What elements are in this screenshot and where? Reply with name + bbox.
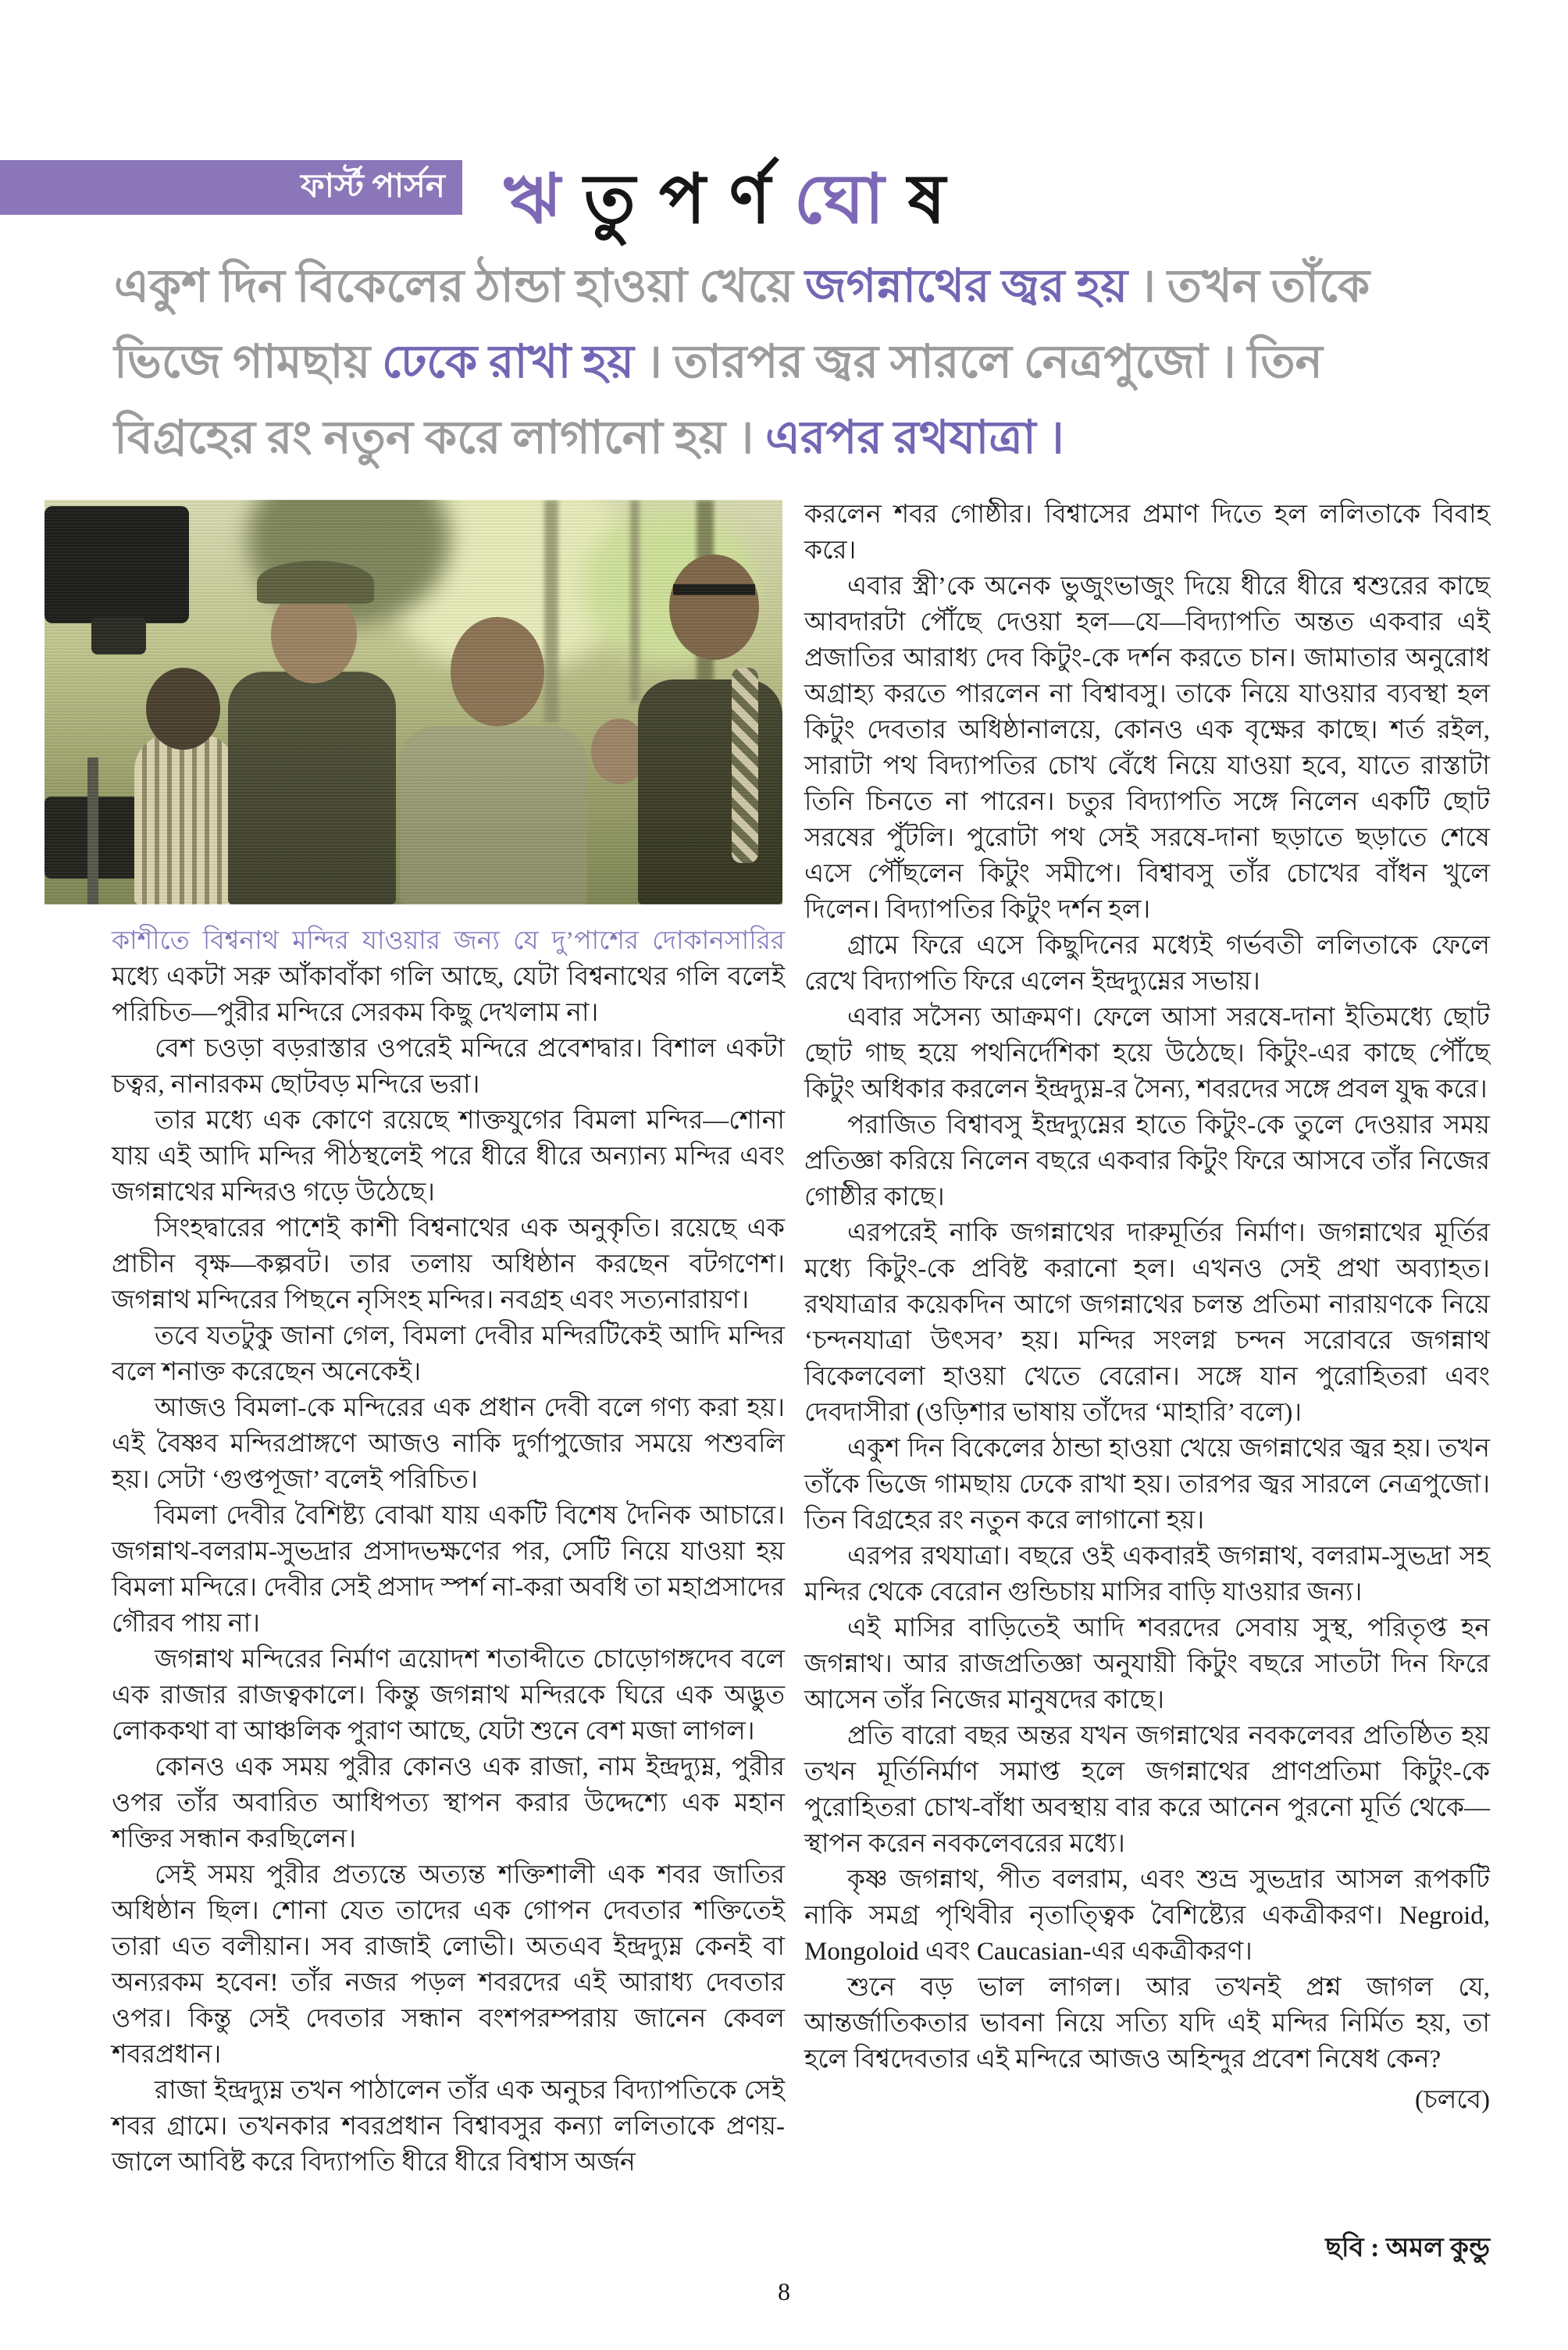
paragraph: সিংহদ্বারের পাশেই কাশী বিশ্বনাথের এক অনুকৃতি। রয়েছে এক প্রাচীন বৃক্ষ—কল্পবট। তার তলায় অধিষ্ঠান করছেন বটগণেশ। জগন্নাথ মন্দিরের পিছনে নৃসিংহ মন্দির। নবগ্রহ এবং সত্যনারায়ণ। xyxy=(112,1214,785,1314)
paragraph: এই মাসির বাড়িতেই আদি শবরদের সেবায় সুস্থ, পরিতৃপ্ত হন জগন্নাথ। আর রাজপ্রতিজ্ঞা অনুযায়ী কিটুং বছরে সাতটা দিন ফিরে আসেন তাঁর নিজের মানুষদের কাছে। xyxy=(804,1614,1490,1714)
crew-member-striped-shirt xyxy=(134,734,236,904)
paragraph: পরাজিত বিশ্বাবসু ইন্দ্রদ্যুম্নের হাতে কিটুং-কে তুলে দেওয়ার সময় প্রতিজ্ঞা করিয়ে নিলেন বছরে একবার কিটুং ফিরে আসবে তাঁর নিজের গোষ্ঠীর কাছে। xyxy=(804,1111,1490,1211)
paragraph: কোনও এক সময় পুরীর কোনও এক রাজা, নাম ইন্দ্রদ্যুম্ন, পুরীর ওপর তাঁর অবারিত আধিপত্য স্থাপন করার উদ্দেশ্যে এক মহান শক্তির সন্ধান করছিলেন। xyxy=(112,1753,785,1853)
paragraph: তবে যতটুকু জানা গেল, বিমলা দেবীর মন্দিরটিকেই আদি মন্দির বলে শনাক্ত করেছেন অনেকেই। xyxy=(112,1322,785,1386)
author-letter: ঋ xyxy=(504,162,564,238)
paragraph: প্রতি বারো বছর অন্তর যখন জগন্নাথের নবকলেবর প্রতিষ্ঠিত হয় তখন মূর্তিনির্মাণ সমাপ্ত হলে জগন্নাথের প্রাণপ্রতিমা কিটুং-কে পুরোহিতরা চোখ-বাঁধা অবস্থায় বার করে আনেন পুরনো মূর্তি থেকে—স্থাপন করেন নবকলেবরের মধ্যে। xyxy=(804,1722,1490,1858)
lede-highlight-segment: জগন্নাথের জ্বর হয় xyxy=(804,260,1128,312)
director-dark-shirt xyxy=(638,679,782,904)
author-letter: ষ xyxy=(907,162,949,238)
lede-line xyxy=(114,400,1463,476)
paragraph: শুনে বড় ভাল লাগল। আর তখনই প্রশ্ন জাগল যে, আন্তর্জাতিকতার ভাবনা নিয়ে সত্যি যদি এই মন্দির নির্মিত হয়, তা হলে বিশ্বদেবতার এই মন্দিরে আজও অহিন্দুর প্রবেশ নিষেধ কেন? xyxy=(804,1974,1490,2074)
paragraph: রাজা ইন্দ্রদ্যুম্ন তখন পাঠালেন তাঁর এক অনুচর বিদ্যাপতিকে সেই শবর গ্রামে। তখনকার শবরপ্রধান বিশ্বাবসুর কন্যা ললিতাকে প্রণয়-জালে আবিষ্ট করে বিদ্যাপতি ধীরে ধীরে বিশ্বাস অর্জন xyxy=(112,2077,785,2177)
page-number: 8 xyxy=(778,2277,790,2305)
tripod-leg xyxy=(87,758,98,904)
paragraph-lead-line: কাশীতে বিশ্বনাথ মন্দির যাওয়ার জন্য যে দু’পাশের দোকানসারির xyxy=(112,927,785,955)
director-head-beard xyxy=(669,555,759,660)
photo-credit: ছবি : অমল কুন্ডু xyxy=(1325,2234,1490,2263)
lede-segment: । তারপর জ্বর সারলে নেত্রপুজো । তিন xyxy=(633,336,1323,387)
lede-line xyxy=(114,248,1463,324)
lede-line xyxy=(114,324,1463,400)
lede-highlight-segment: ঢেকে রাখা হয় xyxy=(382,336,634,387)
paragraph: এবার স্ত্রী’কে অনেক ভুজুংভাজুং দিয়ে ধীরে ধীরে শ্বশুরের কাছে আবদারটা পৌঁছে দেওয়া হল—যে—বিদ্যাপতি অন্তত একবার এই প্রজাতির আরাধ্য দেব কিটুং-কে দর্শন করতে চান। জামাতার অনুরোধ অগ্রাহ্য করতে পারলেন না বিশ্বাবসু। তাকে নিয়ে যাওয়ার ব্যবস্থা হল কিটুং দেবতার অধিষ্ঠানালয়ে, কোনও এক বৃক্ষের কাছে। শর্ত রইল, সারাটা পথ বিদ্যাপতির চোখ বেঁধে নিয়ে যাওয়া হবে, যাতে রাস্তাটা তিনি চিনতে না পারেন। চতুর বিদ্যাপতি সঙ্গে নিলেন একটি ছোট সরষের পুঁটলি। পুরোটা পথ সেই সরষে-দানা ছড়াতে ছড়াতে শেষে এসে পৌঁছলেন কিটুং সমীপে। বিশ্বাবসু তাঁর চোখের বাঁধন খুলে দিলেন। বিদ্যাপতির কিটুং দর্শন হল। xyxy=(804,572,1490,924)
director-glasses xyxy=(673,584,755,595)
lede-highlight-segment: এরপর রথযাত্রা । xyxy=(765,412,1064,463)
paragraph: বিমলা দেবীর বৈশিষ্ট্য বোঝা যায় একটি বিশেষ দৈনিক আচারে। জগন্নাথ-বলরাম-সুভদ্রার প্রসাদভক্ষণের পর, সেটি নিয়ে যাওয়া হয় বিমলা মন্দিরে। দেবীর সেই প্রসাদ স্পর্শ না-করা অবধি তা মহাপ্রসাদের গৌরব পায় না। xyxy=(112,1502,786,1638)
paragraph: তার মধ্যে এক কোণে রয়েছে শাক্তযুগের বিমলা মন্দির—শোনা যায় এই আদি মন্দির পীঠস্থলেই পরে ধীরে ধীরে অন্যান্য মন্দির এবং জগন্নাথের মন্দিরও গড়ে উঠেছে। xyxy=(112,1107,785,1207)
article-right-column xyxy=(804,497,1490,2118)
film-set-photo xyxy=(45,500,782,904)
article-left-column xyxy=(112,923,785,2181)
assistant-director-olive-shirt xyxy=(228,672,396,904)
actor-center-robe xyxy=(400,726,587,904)
paragraph: কাশীতে বিশ্বনাথ মন্দির যাওয়ার জন্য যে দু’পাশের দোকানসারির মধ্যে একটা সরু আঁকাবাঁকা গলি আছে, যেটা বিশ্বনাথের গলি বলেই পরিচিত—পুরীর মন্দিরে সেরকম কিছু দেখলাম না। xyxy=(112,927,785,1027)
lede-segment: বিগ্রহের রং নতুন করে লাগানো হয় । xyxy=(114,412,766,463)
film-camera-lens xyxy=(91,617,146,654)
lede-segment: ভিজে গামছায় xyxy=(114,336,382,387)
lede-segment: । তখন তাঁকে xyxy=(1128,260,1370,312)
author-name xyxy=(504,147,969,262)
lede-segment: একুশ দিন বিকেলের ঠান্ডা হাওয়া খেয়ে xyxy=(114,260,805,312)
paragraph: সেই সময় পুরীর প্রত্যন্তে অত্যন্ত শক্তিশালী এক শবর জাতির অধিষ্ঠান ছিল। শোনা যেত তাদের এক গোপন দেবতার শক্তিতেই তারা এত বলীয়ান। সব রাজাই লোভী। অতএব ইন্দ্রদ্যুম্ন কেনই বা অন্যরকম হবেন! তাঁর নজর পড়ল শবরদের এই আরাধ্য দেবতার ওপর। কিন্তু সেই দেবতার সন্ধান বংশপরম্পরায় জানেন কেবল শবরপ্রধান। xyxy=(112,1861,785,2069)
paragraph: এরপরেই নাকি জগন্নাথের দারুমূর্তির নির্মাণ। জগন্নাথের মূর্তির মধ্যে কিটুং-কে প্রবিষ্ট করানো হল। এখনও সেই প্রথা অব্যাহত। রথযাত্রার কয়েকদিন আগে জগন্নাথের চলন্ত প্রতিমা নারায়ণকে নিয়ে ‘চন্দনযাত্রা উৎসব’ হয়। মন্দির সংলগ্ন চন্দন সরোবরে জগন্নাথ বিকেলবেলা হাওয়া খেতে বেরোন। সঙ্গে যান পুরোহিতরা এবং দেবদাসীরা (ওড়িশার ভাষায় তাঁদের ‘মাহারি’ বলে)। xyxy=(804,1219,1490,1427)
film-camera xyxy=(45,506,189,623)
paragraph: করলেন শবর গোষ্ঠীর। বিশ্বাসের প্রমাণ দিতে হল ললিতাকে বিবাহ করে। xyxy=(804,501,1490,565)
paragraph: কৃষ্ণ জগন্নাথ, পীত বলরাম, এবং শুভ্র সুভদ্রার আসল রূপকটি নাকি সমগ্র পৃথিবীর নৃতাত্ত্বিক বৈশিষ্ট্যের একত্রীকরণ। Negroid, Mongoloid এবং Caucasian-এর একত্রীকরণ। xyxy=(804,1866,1490,1966)
author-letter: ঘো xyxy=(793,162,888,238)
tree-trunk xyxy=(544,500,558,722)
crew-member-head xyxy=(146,668,220,750)
paragraph: গ্রামে ফিরে এসে কিছুদিনের মধ্যেই গর্ভবতী ললিতাকে ফেলে রেখে বিদ্যাপতি ফিরে এলেন ইন্দ্রদ্যুম্নের সভায়। xyxy=(804,932,1490,996)
paragraph: এরপর রথযাত্রা। বছরে ওই একবারই জগন্নাথ, বলরাম-সুভদ্রা সহ মন্দির থেকে বেরোন গুন্ডিচায় মাসির বাড়ি যাওয়ার জন্য। xyxy=(804,1542,1490,1606)
paragraph: একুশ দিন বিকেলের ঠান্ডা হাওয়া খেয়ে জগন্নাথের জ্বর হয়। তখন তাঁকে ভিজে গামছায় ঢেকে রাখা হয়। তারপর জ্বর সারলে নেত্রপুজো। তিন বিগ্রহের রং নতুন করে লাগানো হয়। xyxy=(804,1435,1490,1535)
paragraph: বেশ চওড়া বড়রাস্তার ওপরেই মন্দিরে প্রবেশদ্বার। বিশাল একটা চত্বর, নানারকম ছোটবড় মন্দিরে ভরা। xyxy=(112,1035,785,1099)
right-column-paragraphs xyxy=(804,497,1490,2077)
military-cap xyxy=(257,561,374,604)
actor-center-head xyxy=(451,617,544,726)
author-letter: র্ণ xyxy=(729,162,774,238)
paragraph: এবার সসৈন্য আক্রমণ। ফেলে আসা সরষে-দানা ইতিমধ্যে ছোট ছোট গাছ হয়ে পথনির্দেশিকা হয়ে উঠেছে। কিটুং-এর কাছে পৌঁছে কিটুং অধিকার করলেন ইন্দ্রদ্যুম্ন-র সৈন্য, শবরদের সঙ্গে প্রবল যুদ্ধ করে। xyxy=(804,1004,1490,1104)
lede-pull-quote xyxy=(114,248,1463,476)
to-be-continued-marker: (চলবে) xyxy=(1414,2086,1490,2114)
paragraph: জগন্নাথ মন্দিরের নির্মাণ ত্রয়োদশ শতাব্দীতে চোড়োগঙ্গদেব বলে এক রাজার রাজত্বকালে। কিন্তু জগন্নাথ মন্দিরকে ঘিরে এক অদ্ভুত লোককথা বা আঞ্চলিক পুরাণ আছে, যেটা শুনে বেশ মজা লাগল। xyxy=(112,1646,785,1746)
author-letter: প xyxy=(658,162,709,238)
section-kicker-bar xyxy=(0,160,462,215)
paragraph: আজও বিমলা-কে মন্দিরের এক প্রধান দেবী বলে গণ্য করা হয়। এই বৈষ্ণব মন্দিরপ্রাঙ্গণে আজও নাকি দুর্গাপুজোর সময়ে পশুবলি হয়। সেটা ‘গুপ্তপূজা’ বলেই পরিচিত। xyxy=(112,1394,785,1494)
director-scarf xyxy=(732,668,758,863)
section-kicker-label: ফার্স্ট পার্সন xyxy=(301,168,445,205)
author-letter: তু xyxy=(583,162,639,238)
tree-trunk xyxy=(630,500,640,702)
